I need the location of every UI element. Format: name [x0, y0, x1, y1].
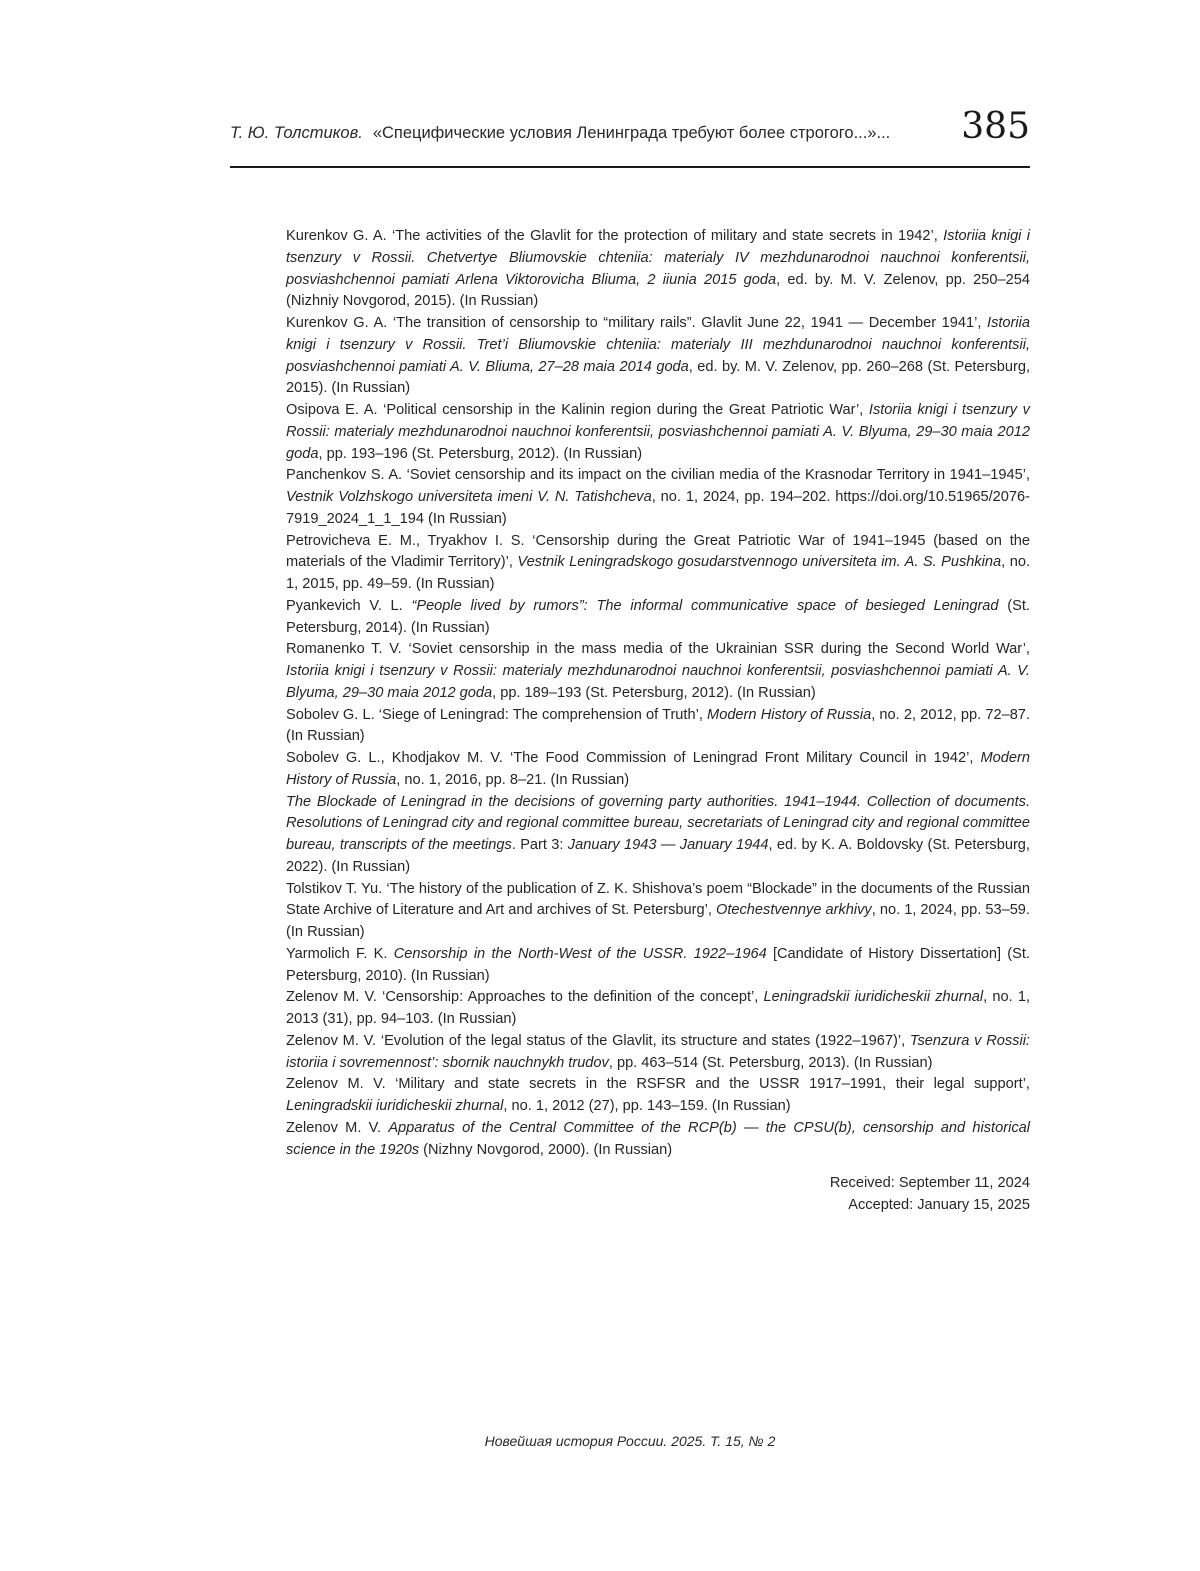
- reference-item: [286, 531, 1030, 596]
- reference-text: Zelenov M. V. ‘Evolution of the legal status of the Glavlit, its structure and states (1922–1967)’,: [286, 1032, 910, 1049]
- reference-text: Zelenov M. V.: [286, 1119, 389, 1136]
- reference-text: Sobolev G. L., Khodjakov M. V. ‘The Food Commission of Leningrad Front Military Council in 1942’,: [286, 750, 981, 766]
- reference-italic-text: Apparatus of the Central Committee of the RCP(b) — the CPSU(b), censorship and historical science in the 1920s: [286, 1119, 1030, 1158]
- reference-italic-text: January 1943 — January 1944: [567, 837, 769, 853]
- reference-italic-text: Vestnik Volzhskogo universiteta imeni V. N. Tatishcheva: [286, 489, 652, 505]
- reference-italic-text: “People lived by rumors”: The informal communicative space of besieged Leningrad: [411, 597, 999, 614]
- reference-text: , ed. by. M. V. Zelenov, pp. 250–254 (Nizhniy Novgorod, 2015). (In Russian): [286, 271, 1030, 310]
- reference-text: [Candidate of History Dissertation] (St. Petersburg, 2010). (In Russian): [286, 945, 1030, 984]
- reference-italic-text: Istoriia knigi i tsenzury v Rossii: materialy mezhdunarodnoi nauchnoi konferentsii, posviashchennoi pamiati A. V. Blyuma, 29–30 maia 2012 goda: [286, 402, 1030, 462]
- reference-italic-text: Istoriia knigi i tsenzury v Rossii. Chetvertye Bliumovskie chteniia: materialy IV mezhdunarodnoi nauchnoi konferentsii, posviashchennoi pamiati Arlena Viktorovicha Bliuma, 2 iiunia 2015 goda: [286, 228, 1030, 288]
- reference-text: Kurenkov G. A. ‘The activities of the Glavlit for the protection of military and state secrets in 1942’,: [286, 228, 944, 244]
- article-dates: [830, 1172, 1030, 1216]
- reference-italic-text: Leningradskii iuridicheskii zhurnal: [763, 989, 984, 1006]
- running-head-author: Т. Ю. Толстиков.: [230, 124, 363, 142]
- reference-item: [286, 987, 1030, 1031]
- reference-item: [286, 1074, 1030, 1118]
- reference-text: Osipova E. A. ‘Political censorship in the Kalinin region during the Great Patriotic War’,: [286, 402, 869, 418]
- reference-text: , ed. by K. A. Boldovsky (St. Petersburg, 2022). (In Russian): [286, 837, 1030, 875]
- reference-item: [286, 226, 1030, 313]
- reference-italic-text: Istoriia knigi i tsenzury v Rossii: materialy mezhdunarodnoi nauchnoi konferentsii, posviashchennoi pamiati A. V. Blyuma, 29–30 maia 2012 goda: [286, 663, 1030, 701]
- reference-text: (St. Petersburg, 2014). (In Russian): [286, 597, 1030, 636]
- reference-italic-text: Otechestvennye arkhivy: [715, 902, 872, 919]
- reference-text: , pp. 189–193 (St. Petersburg, 2012). (In Russian): [492, 684, 816, 701]
- reference-text: Zelenov M. V. ‘Military and state secrets in the RSFSR and the USSR 1917–1991, their legal support’,: [286, 1076, 1030, 1093]
- reference-text: , no. 1, 2012 (27), pp. 143–159. (In Russian): [503, 1098, 791, 1114]
- reference-item: [286, 596, 1030, 640]
- reference-text: , pp. 463–514 (St. Petersburg, 2013). (In Russian): [608, 1054, 933, 1071]
- reference-text: Tolstikov T. Yu. ‘The history of the publication of Z. K. Shishova’s poem “Blockade” in the documents of the Russian State Archive of Literature and Art and archives of St. Petersburg’,: [286, 880, 1030, 919]
- reference-item: [286, 465, 1030, 530]
- reference-italic-text: The Blockade of Leningrad in the decisions of governing party authorities. 1941–1944. Collection of documents. Resolutions of Leningrad city and regional committee bureau, secretariats of Leningrad city and regional committee bureau, transcripts of the meetings: [286, 793, 1030, 853]
- reference-text: Yarmolich F. K.: [286, 945, 394, 962]
- running-head-title: «Специфические условия Ленинграда требуют более строгого...»...: [372, 124, 891, 142]
- reference-item: [286, 1118, 1030, 1162]
- reference-item: [286, 705, 1030, 749]
- reference-item: [286, 639, 1030, 704]
- reference-italic-text: Leningradskii iuridicheskii zhurnal: [286, 1098, 504, 1114]
- reference-item: [286, 400, 1030, 465]
- reference-text: Petrovicheva E. M., Tryakhov I. S. ‘Censorship during the Great Patriotic War of 1941–1945 (based on the materials of the Vladimir Territory)’,: [286, 532, 1030, 571]
- reference-italic-text: Tsenzura v Rossii: istoriia i sovremennost’: sbornik nauchnykh trudov: [286, 1032, 1030, 1071]
- reference-item: [286, 748, 1030, 792]
- reference-text: Panchenkov S. A. ‘Soviet censorship and its impact on the civilian media of the Krasnodar Territory in 1941–1945’,: [286, 467, 1030, 484]
- reference-item: [286, 313, 1030, 400]
- reference-italic-text: Vestnik Leningradskogo gosudarstvennogo universiteta im. A. S. Pushkina: [517, 554, 1002, 571]
- running-head: [230, 124, 950, 143]
- reference-item: [286, 792, 1030, 879]
- received-date: Received: September 11, 2024: [829, 1175, 1030, 1191]
- reference-text: , no. 2, 2012, pp. 72–87. (In Russian): [286, 706, 1030, 745]
- reference-text: , no. 1, 2013 (31), pp. 94–103. (In Russian): [286, 989, 1031, 1027]
- reference-text: , no. 1, 2015, pp. 49–59. (In Russian): [286, 554, 1030, 592]
- reference-italic-text: Istoriia knigi i tsenzury v Rossii. Tret’i Bliumovskie chteniia: materialy III mezhdunarodnoi nauchnoi konferentsii, posviashchennoi pamiati A. V. Bliuma, 27–28 maia 2014 goda: [286, 315, 1030, 375]
- reference-text: Romanenko T. V. ‘Soviet censorship in the mass media of the Ukrainian SSR during the Second World War’,: [286, 641, 1030, 658]
- reference-italic-text: Censorship in the North-West of the USSR. 1922–1964: [393, 945, 767, 962]
- reference-text: Sobolev G. L. ‘Siege of Leningrad: The comprehension of Truth’,: [286, 706, 708, 723]
- reference-text: Pyankevich V. L.: [286, 597, 412, 614]
- accepted-date: Accepted: January 15, 2025: [848, 1197, 1030, 1213]
- reference-text: Zelenov M. V. ‘Censorship: Approaches to the definition of the concept’,: [286, 989, 764, 1006]
- reference-text: , no. 1, 2024, pp. 53–59. (In Russian): [286, 902, 1030, 940]
- page-number: 385: [961, 106, 1030, 147]
- reference-text: (Nizhny Novgorod, 2000). (In Russian): [419, 1141, 673, 1158]
- reference-text: , ed. by. M. V. Zelenov, pp. 260–268 (St. Petersburg, 2015). (In Russian): [286, 358, 1030, 397]
- reference-item: [286, 1031, 1030, 1075]
- reference-text: Kurenkov G. A. ‘The transition of censorship to “military rails”. Glavlit June 22, 1941 — December 1941’,: [286, 315, 988, 331]
- reference-text: , no. 1, 2024, pp. 194–202. https://doi.org/10.51965/2076-7919_2024_1_1_194 (In Russian): [286, 489, 1030, 527]
- reference-text: , pp. 193–196 (St. Petersburg, 2012). (In Russian): [318, 445, 643, 462]
- reference-item: [286, 879, 1030, 944]
- page-footer: Новейшая история России. 2025. Т. 15, № 2: [484, 1433, 776, 1449]
- reference-list: [286, 226, 1030, 1161]
- reference-text: . Part 3:: [511, 837, 568, 853]
- reference-text: , no. 1, 2016, pp. 8–21. (In Russian): [396, 771, 630, 788]
- reference-item: [286, 944, 1030, 988]
- reference-italic-text: Modern History of Russia: [707, 706, 872, 723]
- reference-italic-text: Modern History of Russia: [286, 750, 1030, 788]
- page-header: [230, 106, 1030, 168]
